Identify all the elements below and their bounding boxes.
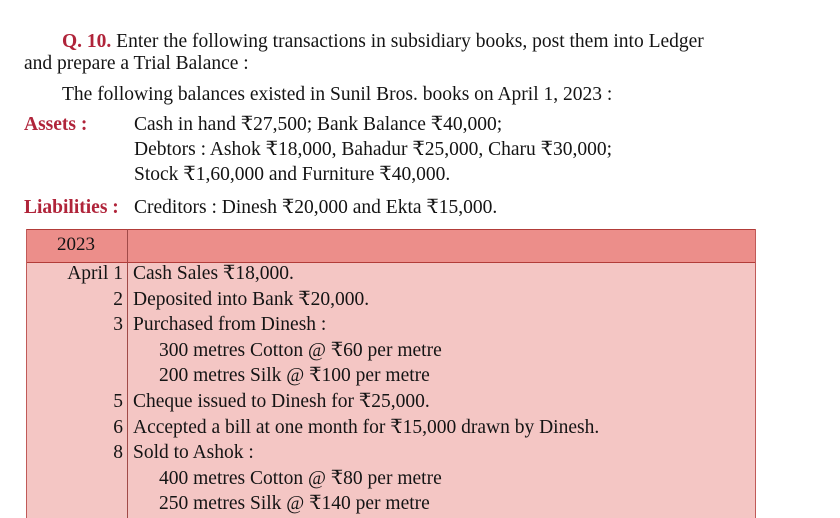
transactions-table xyxy=(26,229,756,518)
row-detail-text: 300 metres Cotton @ ₹60 per metre xyxy=(159,339,442,361)
liabilities-text: Creditors : Dinesh ₹20,000 and Ekta ₹15,000. xyxy=(134,197,498,218)
assets-line-1: Cash in hand ₹27,500; Bank Balance ₹40,000; xyxy=(134,114,503,135)
row-detail-text: 250 metres Silk @ ₹140 per metre xyxy=(159,493,430,515)
column-divider xyxy=(127,229,128,518)
assets-line-3: Stock ₹1,60,000 and Furniture ₹40,000. xyxy=(134,164,451,185)
row-date: 2 xyxy=(113,288,123,310)
row-date: 8 xyxy=(113,442,123,464)
question-number: Q. 10. xyxy=(62,31,112,52)
row-text: Purchased from Dinesh : xyxy=(133,314,327,336)
row-text: Deposited into Bank ₹20,000. xyxy=(133,288,370,310)
liabilities-label: Liabilities : xyxy=(24,197,119,218)
table-header xyxy=(27,229,755,263)
question-line-2: and prepare a Trial Balance : xyxy=(24,53,249,74)
row-date: April 1 xyxy=(67,263,123,284)
row-text: Sold to Ashok : xyxy=(133,442,254,464)
question-text-1: Enter the following transactions in subsidiary books, post them into Ledger xyxy=(116,31,704,52)
balances-intro: The following balances existed in Sunil Bros. books on April 1, 2023 : xyxy=(62,84,613,105)
row-detail-text: 400 metres Cotton @ ₹80 per metre xyxy=(159,467,442,489)
row-detail-text: 200 metres Silk @ ₹100 per metre xyxy=(159,365,430,387)
row-date: 6 xyxy=(113,416,123,438)
row-date: 5 xyxy=(113,391,123,412)
row-date: 3 xyxy=(113,314,123,336)
question-line-1 xyxy=(62,30,704,54)
row-text: Cheque issued to Dinesh for ₹25,000. xyxy=(133,391,430,412)
row-text: Cash Sales ₹18,000. xyxy=(133,263,294,284)
assets-line-2: Debtors : Ashok ₹18,000, Bahadur ₹25,000, Charu ₹30,000; xyxy=(134,139,613,160)
assets-label: Assets : xyxy=(24,114,88,135)
table-year: 2023 xyxy=(57,234,95,255)
row-text: Accepted a bill at one month for ₹15,000 drawn by Dinesh. xyxy=(133,416,600,438)
